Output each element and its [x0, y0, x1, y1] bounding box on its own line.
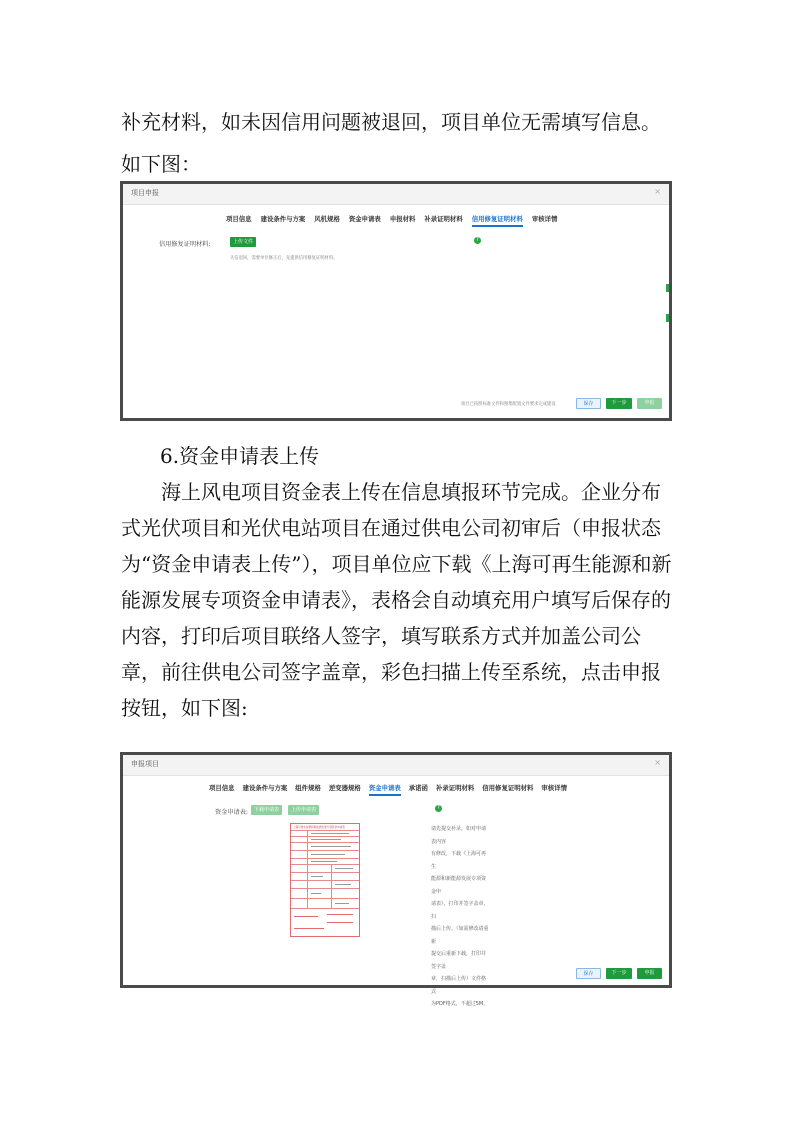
tab-bar: [226, 214, 557, 227]
tab-build-conditions[interactable]: 建设条件与方案: [242, 784, 288, 792]
tab-commitment-letter[interactable]: 承诺函: [408, 784, 428, 792]
tab-declaration-materials[interactable]: 申报材料: [389, 215, 416, 223]
tab-build-conditions[interactable]: 建设条件与方案: [260, 215, 306, 223]
edge-marker: [666, 284, 669, 292]
tab-project-info[interactable]: 项目信息: [226, 215, 252, 223]
instructions-note: 请先提交补录，如对申请表内容 有修改，下载《上海可再生 能源和新能源发展专项资金申 请表》，打印并签字盖章，扫 描后上传。（如需修改请重新 提交后重新下载，打印并签字盖 章，扫描后上传）文件格式 为PDF格式，不超过5M。: [431, 826, 489, 1007]
next-button[interactable]: 下一步: [606, 398, 632, 409]
dialog-title: 申报项目: [131, 760, 159, 768]
tab-supplementary-proof[interactable]: 补录证明材料: [435, 784, 475, 792]
help-icon[interactable]: ?: [474, 237, 481, 244]
section-heading: 6.资金申请表上传: [160, 444, 320, 468]
tab-turbine-spec[interactable]: 风机规格: [314, 215, 340, 223]
body-paragraph: 海上风电项目资金表上传在信息填报环节完成。企业分布式光伏项目和光伏电站项目在通过供电公司初审后（申报状态为“资金申请表上传”），项目单位应下载《上海可再生能源和新能源发展专项资金申请表》，表格会自动填充用户填写后保存的内容，打印后项目联络人签字，填写联系方式并加盖公司公章，前往供电公司签字盖章，彩色扫描上传至系统，点击申报按钮，如下图:: [121, 480, 672, 720]
screenshot-credit-repair: [120, 181, 672, 421]
tab-module-spec[interactable]: 组件规格: [295, 784, 321, 792]
footer-note: 项目已按照标准文件和图集配置文件要求完成建设: [461, 402, 556, 407]
para1-line2: 如下图：: [121, 152, 201, 176]
fund-application-label: 资金申请表:: [215, 809, 249, 816]
close-icon[interactable]: ×: [654, 758, 661, 767]
upload-hint: 失信退回，需要单位修正后，先提供信用修复证明材料。: [230, 256, 338, 261]
dialog-titlebar: [123, 755, 669, 776]
tab-review-details[interactable]: 审核详情: [541, 784, 567, 792]
close-icon[interactable]: ×: [654, 187, 661, 196]
tab-review-details[interactable]: 审核详情: [531, 215, 558, 223]
tab-fund-application[interactable]: 资金申请表: [369, 783, 401, 796]
upload-file-button[interactable]: 上传文件: [230, 237, 256, 247]
tab-bar: [209, 783, 567, 796]
tab-credit-repair[interactable]: 信用修复证明材料: [472, 214, 523, 227]
form-title: 上海可再生能源和新能源发展专项资金申请表: [293, 826, 345, 829]
tab-supplementary-proof[interactable]: 补录证明材料: [424, 215, 463, 223]
save-button[interactable]: 保存: [576, 398, 601, 409]
screenshot-fund-application: [120, 752, 672, 1007]
credit-repair-label: 信用修复证明材料:: [159, 241, 211, 248]
application-form-thumbnail: [290, 823, 360, 937]
tab-inverter-spec[interactable]: 逆变器规格: [328, 784, 361, 792]
upload-application-button[interactable]: 上传申请表: [288, 805, 319, 815]
para1-line1: 补充材料，如未因信用问题被退回，项目单位无需填写信息。: [121, 110, 661, 134]
next-button[interactable]: 下一步: [606, 968, 632, 979]
edge-marker: [666, 314, 669, 322]
download-application-button[interactable]: 下载申请表: [251, 805, 282, 815]
save-button[interactable]: 保存: [576, 968, 601, 979]
tab-fund-application[interactable]: 资金申请表: [348, 215, 381, 223]
help-icon[interactable]: ?: [435, 805, 442, 812]
submit-button[interactable]: 申报: [637, 398, 662, 409]
dialog-titlebar: [123, 184, 669, 205]
submit-button[interactable]: 申报: [637, 968, 662, 979]
tab-credit-repair[interactable]: 信用修复证明材料: [482, 784, 534, 792]
tab-project-info[interactable]: 项目信息: [209, 784, 235, 792]
dialog-title: 项目申报: [131, 189, 159, 197]
